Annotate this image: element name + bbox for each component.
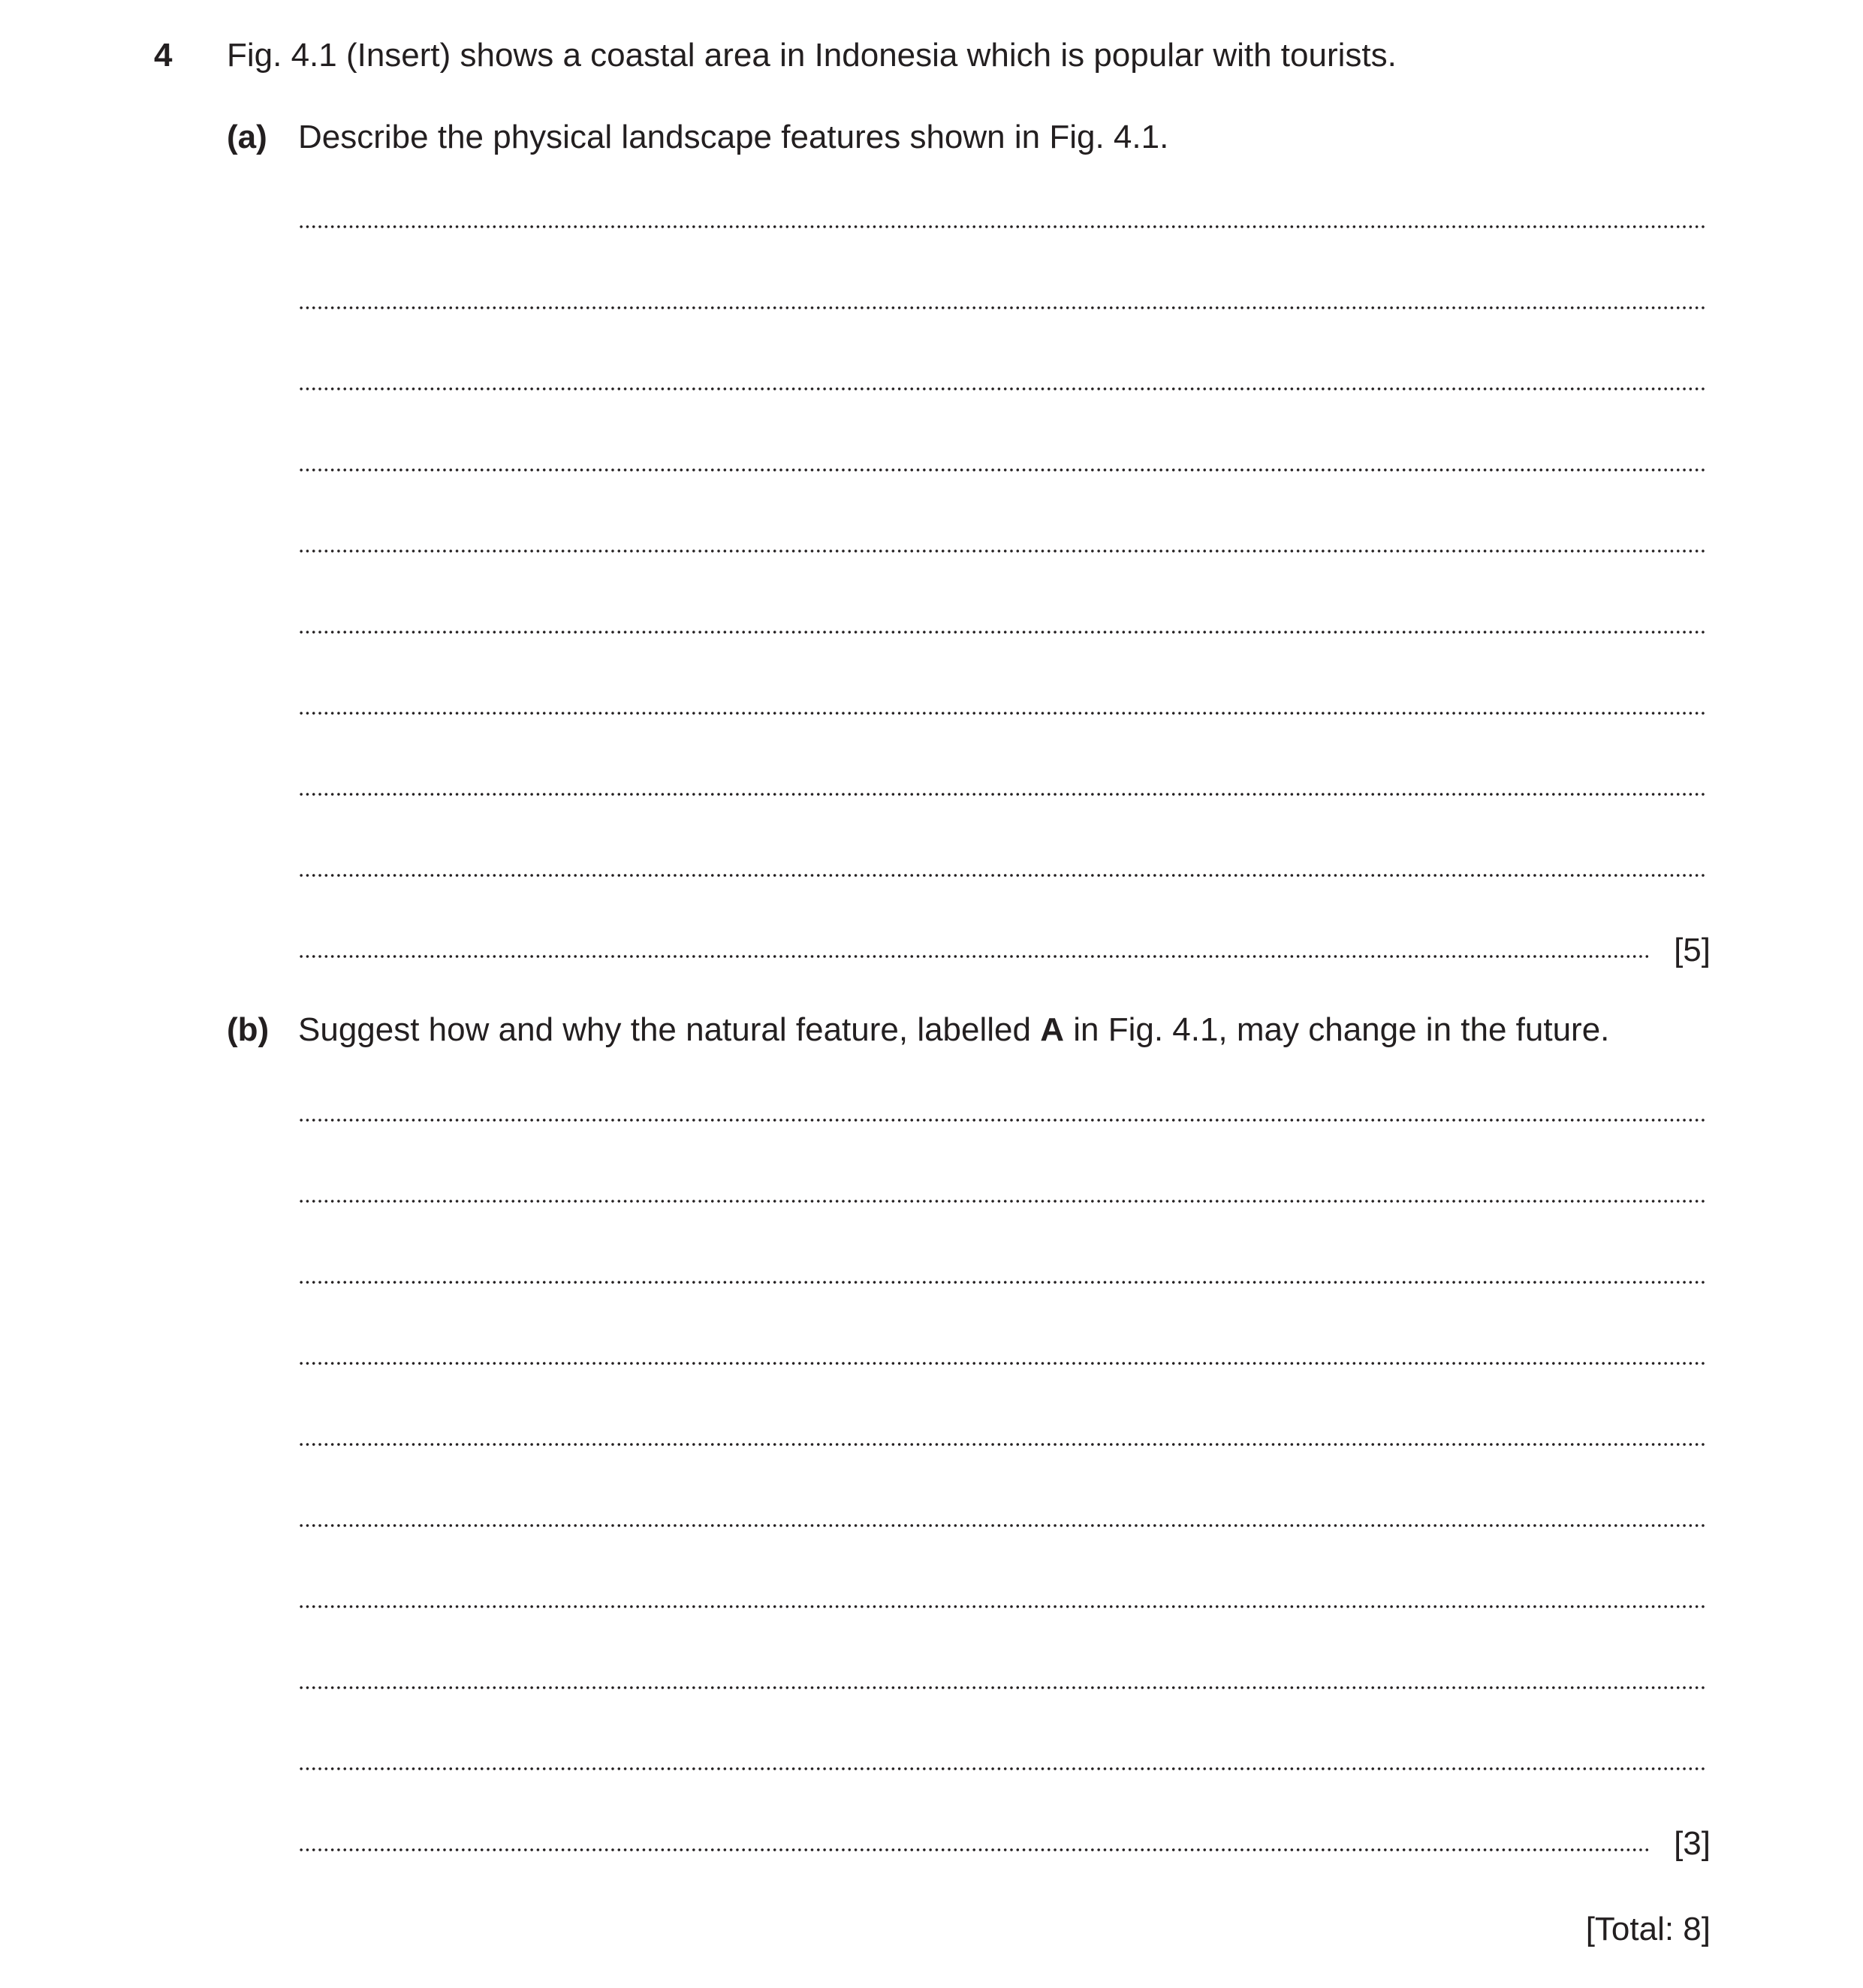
answer-line[interactable] <box>298 1524 1707 1527</box>
answer-line[interactable] <box>298 631 1707 634</box>
answer-line[interactable] <box>298 793 1707 796</box>
part-a-question: Describe the physical landscape features shown in Fig. 4.1. <box>298 119 1169 155</box>
answer-line[interactable] <box>298 1605 1707 1608</box>
part-b-question-text-end: in Fig. 4.1, may change in the future. <box>1064 1011 1610 1048</box>
answer-line[interactable] <box>298 955 1650 958</box>
answer-line[interactable] <box>298 1443 1707 1446</box>
total-marks: [Total: 8] <box>1585 1911 1711 1947</box>
part-b-label: (b) <box>227 1011 270 1048</box>
answer-line[interactable] <box>298 468 1707 471</box>
question-stem: Fig. 4.1 (Insert) shows a coastal area in Indonesia which is popular with tourists. <box>227 37 1397 74</box>
answer-line[interactable] <box>298 306 1707 309</box>
part-b-question-text: Suggest how and why the natural feature, labelled <box>298 1011 1041 1048</box>
answer-line[interactable] <box>298 387 1707 390</box>
answer-line[interactable] <box>298 1686 1707 1689</box>
answer-line[interactable] <box>298 712 1707 715</box>
answer-line[interactable] <box>298 1119 1707 1122</box>
part-b-question <box>298 1011 1609 1050</box>
part-a-marks: [5] <box>1674 932 1711 968</box>
answer-line[interactable] <box>298 1200 1707 1203</box>
part-a-label: (a) <box>227 119 267 155</box>
part-b-marks: [3] <box>1674 1825 1711 1862</box>
answer-line[interactable] <box>298 550 1707 553</box>
answer-line[interactable] <box>298 1767 1707 1770</box>
answer-line[interactable] <box>298 1362 1707 1365</box>
answer-line[interactable] <box>298 1848 1650 1851</box>
question-number: 4 <box>154 37 173 74</box>
answer-line[interactable] <box>298 874 1707 877</box>
answer-line[interactable] <box>298 1281 1707 1284</box>
feature-label-a: A <box>1040 1011 1064 1048</box>
answer-line[interactable] <box>298 225 1707 228</box>
